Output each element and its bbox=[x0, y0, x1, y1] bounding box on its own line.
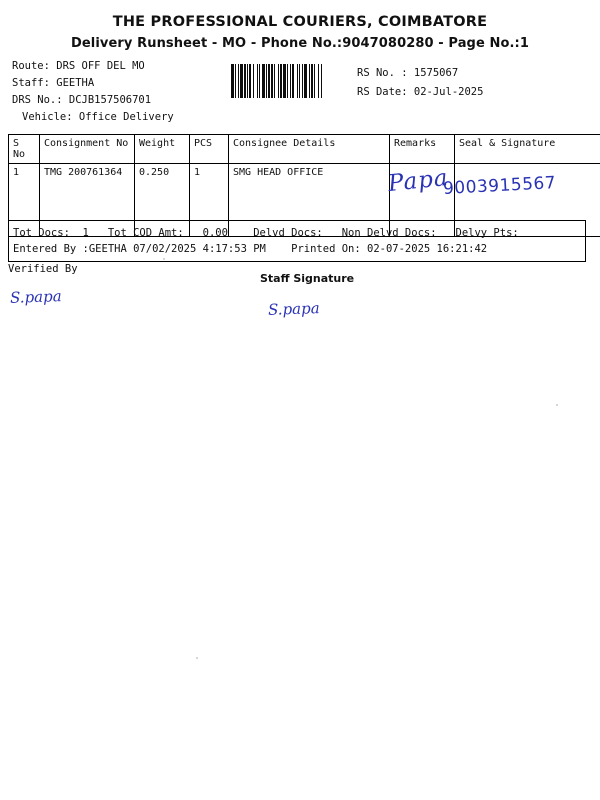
scan-speck bbox=[163, 258, 165, 260]
th-weight: Weight bbox=[135, 135, 190, 164]
meta-rs-date: RS Date: 02-Jul-2025 bbox=[357, 86, 484, 98]
th-remarks: Remarks bbox=[390, 135, 455, 164]
totals-block bbox=[8, 220, 586, 262]
cell-s-no: 1 bbox=[9, 164, 40, 237]
meta-route: Route: DRS OFF DEL MO bbox=[12, 60, 145, 72]
meta-rs-no: RS No. : 1575067 bbox=[357, 67, 459, 79]
staff-signature-ink: S.papa bbox=[267, 299, 320, 319]
meta-drs-no: DRS No.: DCJB157506701 bbox=[12, 94, 152, 106]
seal-signature-ink: Papa bbox=[386, 164, 450, 198]
cell-weight: 0.250 bbox=[135, 164, 190, 237]
verified-by-label: Verified By bbox=[8, 263, 78, 275]
runsheet-meta-left bbox=[12, 58, 174, 126]
th-seal-signature: Seal & Signature bbox=[455, 135, 600, 164]
th-consignee-details: Consignee Details bbox=[229, 135, 390, 164]
page-title: THE PROFESSIONAL COURIERS, COIMBATORE bbox=[112, 14, 488, 30]
table-header-row bbox=[9, 135, 600, 164]
verified-by-signature-ink: S.papa bbox=[9, 287, 62, 307]
staff-signature-label: Staff Signature bbox=[260, 272, 355, 285]
barcode bbox=[231, 64, 351, 98]
th-pcs: PCS bbox=[190, 135, 229, 164]
cell-consignment-no: TMG 200761364 bbox=[40, 164, 135, 237]
barcode-bar bbox=[322, 64, 323, 98]
totals-line-2: Entered By :GEETHA 07/02/2025 4:17:53 PM Printed On: 02-07-2025 16:21:42 bbox=[13, 243, 488, 255]
seal-phone-ink: 9003915567 bbox=[442, 173, 557, 199]
totals-line-1: Tot Docs: 1 Tot COD Amt: 0.00 Delvd Docs: Non Delvd Docs: Delvy Pts: bbox=[13, 227, 519, 239]
meta-staff: Staff: GEETHA bbox=[12, 77, 95, 89]
meta-vehicle: Vehicle: Office Delivery bbox=[22, 111, 174, 123]
runsheet-meta-right bbox=[357, 64, 483, 102]
cell-consignee-details: SMG HEAD OFFICE bbox=[229, 164, 390, 237]
scan-speck bbox=[556, 404, 558, 406]
scan-speck bbox=[196, 657, 198, 659]
page-subtitle: Delivery Runsheet - MO - Phone No.:9047080280 - Page No.:1 bbox=[70, 36, 530, 51]
cell-pcs: 1 bbox=[190, 164, 229, 237]
th-s-no: S No bbox=[9, 135, 40, 164]
th-consignment-no: Consignment No bbox=[40, 135, 135, 164]
